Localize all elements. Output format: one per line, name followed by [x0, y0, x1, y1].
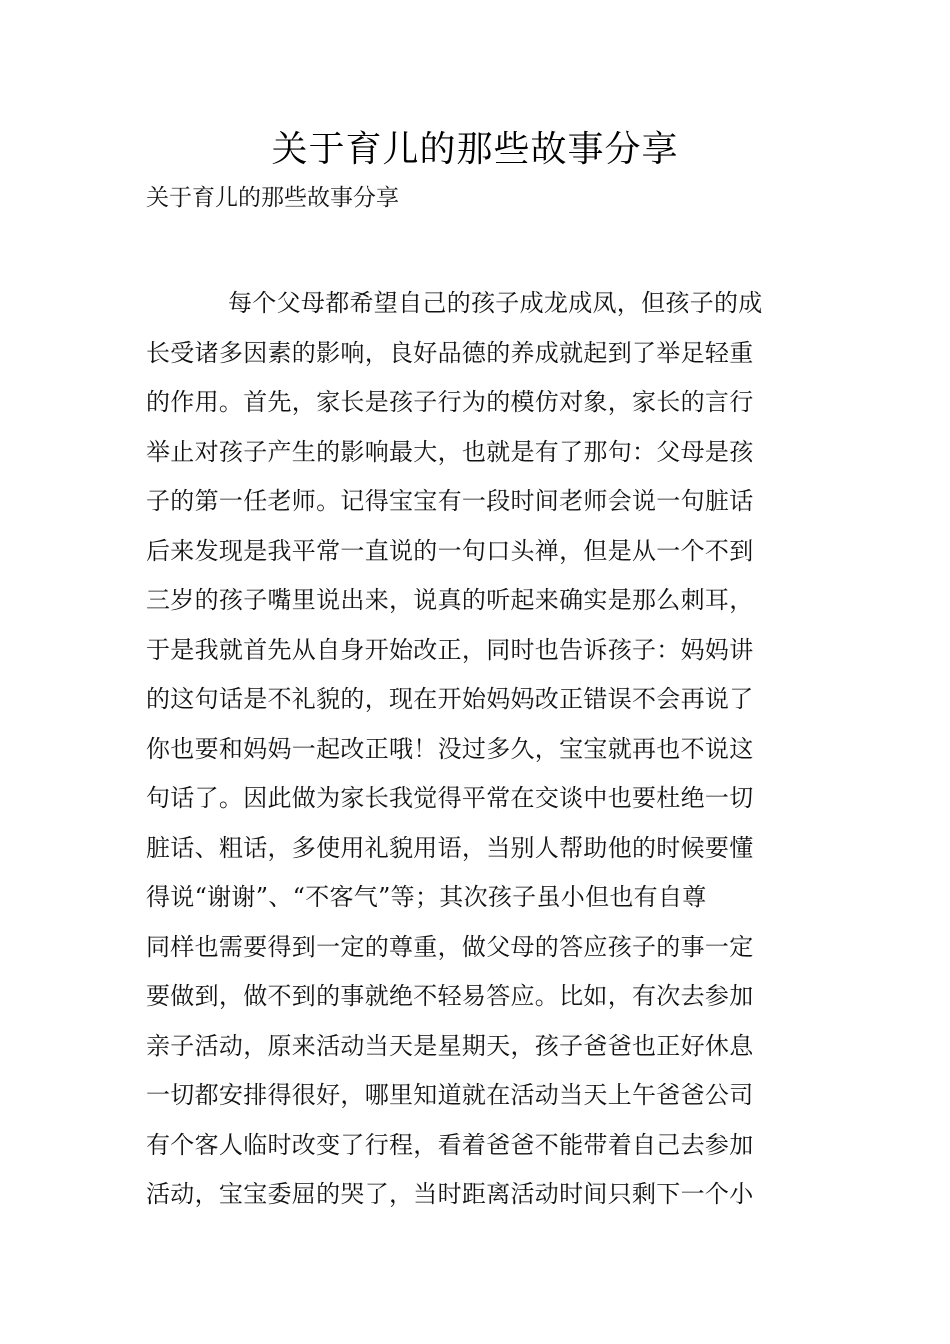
paragraph-line: 每个父母都希望自己的孩子成龙成凤，但孩子的成	[228, 289, 763, 317]
paragraph-line: 活动，宝宝委屈的哭了，当时距离活动时间只剩下一个小	[146, 1180, 754, 1208]
document-subtitle: 关于育儿的那些故事分享	[146, 185, 399, 211]
paragraph-line: 子的第一任老师。记得宝宝有一段时间老师会说一句脏话	[146, 487, 754, 515]
document-title: 关于育儿的那些故事分享	[271, 129, 679, 170]
paragraph-line: 一切都安排得很好，哪里知道就在活动当天上午爸爸公司	[146, 1081, 754, 1109]
paragraph-line: 句话了。因此做为家长我觉得平常在交谈中也要杜绝一切	[146, 784, 754, 812]
paragraph-line: 的作用。首先，家长是孩子行为的模仿对象，家长的言行	[146, 388, 754, 416]
paragraph-line: 后来发现是我平常一直说的一句口头禅，但是从一个不到	[146, 536, 754, 565]
paragraph-line: 长受诸多因素的影响，良好品德的养成就起到了举足轻重	[146, 338, 754, 367]
paragraph-line: 脏话、粗话，多使用礼貌用语，当别人帮助他的时候要懂	[146, 833, 754, 862]
paragraph-line: 要做到，做不到的事就绝不轻易答应。比如，有次去参加	[146, 982, 754, 1010]
paragraph-line: 的这句话是不礼貌的，现在开始妈妈改正错误不会再说了	[146, 685, 754, 713]
paragraph-line: 你也要和妈妈一起改正哦！没过多久，宝宝就再也不说这	[146, 734, 754, 763]
paragraph-line: 得说“谢谢”、“不客气”等；其次孩子虽小但也有自尊	[146, 883, 707, 911]
paragraph-line: 同样也需要得到一定的尊重，做父母的答应孩子的事一定	[146, 932, 754, 961]
paragraph-line: 有个客人临时改变了行程，看着爸爸不能带着自己去参加	[146, 1130, 754, 1159]
paragraph-line: 举止对孩子产生的影响最大，也就是有了那句：父母是孩	[146, 437, 754, 466]
paragraph-line: 于是我就首先从自身开始改正，同时也告诉孩子：妈妈讲	[146, 635, 754, 664]
paragraph-line: 三岁的孩子嘴里说出来，说真的听起来确实是那么刺耳，	[146, 586, 754, 614]
paragraph-line: 亲子活动，原来活动当天是星期天，孩子爸爸也正好休息	[146, 1031, 754, 1060]
body-paragraph	[146, 279, 806, 1220]
